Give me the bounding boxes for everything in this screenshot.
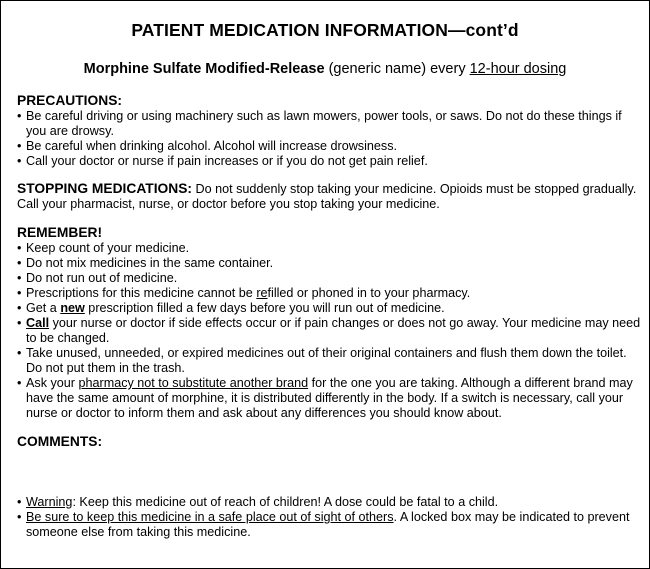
item-emphasis: Call [26, 316, 50, 330]
remember-list [17, 241, 643, 421]
list-item: • Be careful driving or using machinery such as lawn mowers, power tools, or saws. Do not do these things if you are drowsy. [17, 109, 643, 139]
list-item: • Keep count of your medicine. [17, 241, 643, 256]
list-item [17, 376, 643, 421]
item-text: Prescriptions for this medicine cannot be [26, 286, 257, 300]
precautions-heading: PRECAUTIONS: [17, 93, 123, 108]
item-emphasis: new [60, 301, 85, 315]
comments-blank-area [17, 450, 643, 495]
drug-name: Morphine Sulfate Modified-Release [83, 61, 325, 77]
page-title: PATIENT MEDICATION INFORMATION—cont’d [131, 20, 519, 40]
list-item [17, 510, 643, 540]
item-text: Get a [26, 301, 61, 315]
list-item: • Take unused, unneeded, or expired medicines out of their original containers and flush them down the toilet. Do not put them in the trash. [17, 346, 643, 376]
drug-subtitle [1, 61, 649, 77]
comments-heading: COMMENTS: [17, 434, 103, 449]
list-item [17, 316, 643, 346]
item-emphasis: Warning [26, 495, 73, 509]
generic-label: (generic name) every [324, 61, 470, 77]
stopping-text: Do not suddenly stop taking your medicine. Opioids must be stopped gradually. Call your pharmacist, nurse, or doctor before you stop taking your medicine. [17, 182, 637, 211]
precautions-list [17, 109, 643, 169]
warnings-list [17, 495, 643, 540]
item-text: filled or phoned in to your pharmacy. [267, 286, 471, 300]
list-item [17, 286, 643, 301]
remember-heading: REMEMBER! [17, 225, 103, 240]
content-body [17, 93, 643, 540]
item-emphasis: pharmacy not to substitute another brand [78, 376, 309, 390]
list-item [17, 495, 643, 510]
item-emphasis: re [256, 286, 268, 300]
item-text: . A locked box may be indicated to prevent someone else from taking this medicine. [26, 510, 630, 539]
list-item: • Call your doctor or nurse if pain increases or if you do not get pain relief. [17, 154, 643, 169]
item-text: Ask your [26, 376, 79, 390]
list-item: • Be careful when drinking alcohol. Alcohol will increase drowsiness. [17, 139, 643, 154]
item-text: prescription filled a few days before you will run out of medicine. [84, 301, 445, 315]
list-item: • Do not mix medicines in the same container. [17, 256, 643, 271]
dosing-schedule: 12-hour dosing [469, 61, 567, 77]
stopping-heading: STOPPING MEDICATIONS: [17, 181, 193, 196]
list-item [17, 301, 643, 316]
list-item: • Do not run out of medicine. [17, 271, 643, 286]
stopping-paragraph [17, 181, 643, 212]
item-emphasis: Be sure to keep this medicine in a safe place out of sight of others [26, 510, 394, 524]
item-text: : Keep this medicine out of reach of children! A dose could be fatal to a child. [72, 495, 499, 509]
item-text: your nurse or doctor if side effects occur or if pain changes or does not go away. Your medicine may need to be changed. [26, 316, 641, 345]
item-text: for the one you are taking. Although a different brand may have the same amount of morphine, it is distributed differently in the body. If a switch is necessary, call your nurse or doctor to inform them and ask about any differences you should know about. [26, 376, 633, 420]
